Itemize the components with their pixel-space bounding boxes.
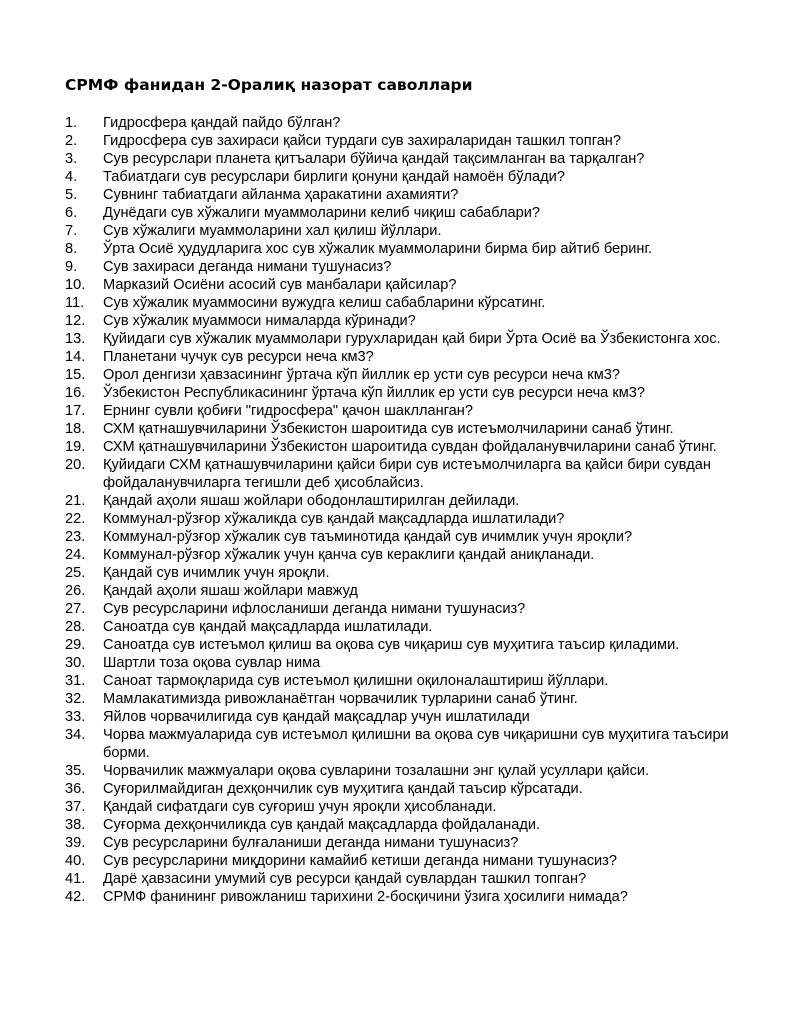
question-item xyxy=(65,690,755,708)
question-number: 32. xyxy=(65,691,86,707)
question-text: Марказий Осиёни асосий сув манбалари қайсилар? xyxy=(103,277,457,293)
question-text: Коммунал-рўзғор хўжалик учун қанча сув кераклиги қандай аниқланади. xyxy=(103,547,595,563)
question-text: Саноатда сув истеъмол қилиш ва оқова сув чиқариш сув муҳитига таъсир қиладими. xyxy=(103,637,680,653)
question-item xyxy=(65,258,755,276)
question-number: 3. xyxy=(65,151,78,167)
question-text: Қуйидаги сув хўжалик муаммолари гурухларидан қай бири Ўрта Осиё ва Ўзбекистонга хос. xyxy=(103,331,721,347)
question-item xyxy=(65,492,755,510)
question-item xyxy=(65,420,755,438)
question-item xyxy=(65,276,755,294)
question-text: Мамлакатимизда ривожланаётган чорвачилик турларини санаб ўтинг. xyxy=(103,691,578,707)
question-text: Табиатдаги сув ресурслари бирлиги қонуни қандай намоён бўлади? xyxy=(103,169,565,185)
question-item xyxy=(65,438,755,456)
question-number: 16. xyxy=(65,385,86,401)
question-text: Сув ресурслари планета қитъалари бўйича қандай тақсимланган ва тарқалган? xyxy=(103,151,645,167)
question-number: 7. xyxy=(65,223,78,239)
question-text: Сув ресурсларини булғаланиши деганда нимани тушунасиз? xyxy=(103,835,519,851)
question-text: Сув хўжалиги муаммоларини хал қилиш йўллари. xyxy=(103,223,442,239)
question-text: Коммунал-рўзғор хўжаликда сув қандай мақсадларда ишлатилади? xyxy=(103,511,565,527)
question-item xyxy=(65,402,755,420)
question-text: Қандай аҳоли яшаш жойлари ободонлаштирилган дейилади. xyxy=(103,493,520,509)
question-list xyxy=(65,114,755,906)
question-number: 11. xyxy=(65,295,85,311)
question-number: 34. xyxy=(65,727,86,743)
question-number: 20. xyxy=(65,457,86,473)
page-title: СРМФ фанидан 2-Оралиқ назорат саволлари xyxy=(65,76,473,94)
question-item xyxy=(65,294,755,312)
question-number: 35. xyxy=(65,763,86,779)
question-item xyxy=(65,222,755,240)
question-item xyxy=(65,384,755,402)
question-text: Қандай сифатдаги сув суғориш учун яроқли ҳисобланади. xyxy=(103,799,497,815)
question-text: Яйлов чорвачилигида сув қандай мақсадлар учун ишлатилади xyxy=(103,709,530,725)
question-text: Қандай аҳоли яшаш жойлари мавжуд xyxy=(103,583,358,599)
question-text: Сув ресурсларини ифлосланиши деганда нимани тушунасиз? xyxy=(103,601,526,617)
question-item xyxy=(65,672,755,690)
question-number: 38. xyxy=(65,817,86,833)
question-text: Планетани чучук сув ресурси неча км3? xyxy=(103,349,374,365)
question-text: СРМФ фанининг ривожланиш тарихини 2-босқичини ўзига ҳосилиги нимада? xyxy=(103,889,628,905)
question-item xyxy=(65,852,755,870)
question-text: Сув захираси деганда нимани тушунасиз? xyxy=(103,259,392,275)
question-item xyxy=(65,546,755,564)
question-text: Гидросфера сув захираси қайси турдаги сув захираларидан ташкил топган? xyxy=(103,133,621,149)
question-number: 1. xyxy=(65,115,78,131)
question-item xyxy=(65,114,755,132)
question-number: 42. xyxy=(65,889,86,905)
question-number: 40. xyxy=(65,853,86,869)
question-item xyxy=(65,816,755,834)
question-number: 37. xyxy=(65,799,86,815)
question-text: Коммунал-рўзғор хўжалик сув таъминотида қандай сув ичимлик учун яроқли? xyxy=(103,529,633,545)
question-number: 13. xyxy=(65,331,86,347)
question-item xyxy=(65,762,755,780)
question-text: Суғорилмайдиган дехқончилик сув муҳитига қандай таъсир кўрсатади. xyxy=(103,781,583,797)
question-number: 6. xyxy=(65,205,78,221)
question-text: Сув хўжалик муаммосини вужудга келиш сабабларини кўрсатинг. xyxy=(103,295,546,311)
question-text: Сув хўжалик муаммоси нималарда кўринади? xyxy=(103,313,416,329)
question-number: 18. xyxy=(65,421,86,437)
question-item xyxy=(65,780,755,798)
question-number: 10. xyxy=(65,277,86,293)
question-item xyxy=(65,618,755,636)
question-item xyxy=(65,330,755,348)
question-item xyxy=(65,204,755,222)
question-number: 21. xyxy=(65,493,86,509)
question-item xyxy=(65,654,755,672)
question-number: 26. xyxy=(65,583,86,599)
question-item xyxy=(65,312,755,330)
question-item xyxy=(65,636,755,654)
question-number: 39. xyxy=(65,835,86,851)
question-item xyxy=(65,132,755,150)
question-text: Саноат тармоқларида сув истеъмол қилишни оқилоналаштириш йўллари. xyxy=(103,673,609,689)
question-number: 5. xyxy=(65,187,78,203)
question-text: Сув ресурсларини миқдорини камайиб кетиши деганда нимани тушунасиз? xyxy=(103,853,617,869)
question-text: Ўзбекистон Республикасининг ўртача кўп йиллик ер усти сув ресурси неча км3? xyxy=(103,385,646,401)
question-number: 24. xyxy=(65,547,86,563)
question-number: 12. xyxy=(65,313,86,329)
question-number: 30. xyxy=(65,655,86,671)
question-text: СХМ қатнашувчиларини Ўзбекистон шароитида сувдан фойдаланувчиларини санаб ўтинг. xyxy=(103,439,717,455)
question-number: 25. xyxy=(65,565,86,581)
question-item xyxy=(65,186,755,204)
question-text: Саноатда сув қандай мақсадларда ишлатилади. xyxy=(103,619,433,635)
question-number: 41. xyxy=(65,871,86,887)
question-text: Ўрта Осиё ҳудудларига хос сув хўжалик муаммоларини бирма бир айтиб беринг. xyxy=(103,241,653,257)
question-text: Қандай сув ичимлик учун яроқли. xyxy=(103,565,330,581)
question-item xyxy=(65,870,755,888)
question-item xyxy=(65,798,755,816)
question-text: Сувнинг табиатдаги айланма ҳаракатини ахамияти? xyxy=(103,187,459,203)
question-text: Гидросфера қандай пайдо бўлган? xyxy=(103,115,341,131)
question-item xyxy=(65,168,755,186)
question-number: 15. xyxy=(65,367,86,383)
question-item xyxy=(65,456,755,492)
question-number: 14. xyxy=(65,349,86,365)
question-number: 2. xyxy=(65,133,78,149)
question-number: 27. xyxy=(65,601,86,617)
question-item xyxy=(65,582,755,600)
question-text: Шартли тоза оқова сувлар нима xyxy=(103,655,321,671)
question-number: 19. xyxy=(65,439,86,455)
question-number: 4. xyxy=(65,169,78,185)
question-text: Суғорма дехқончиликда сув қандай мақсадларда фойдаланади. xyxy=(103,817,541,833)
question-item xyxy=(65,528,755,546)
question-number: 29. xyxy=(65,637,86,653)
question-number: 33. xyxy=(65,709,86,725)
question-number: 8. xyxy=(65,241,78,257)
question-number: 9. xyxy=(65,259,78,275)
question-item xyxy=(65,150,755,168)
question-item xyxy=(65,240,755,258)
question-text: Дунёдаги сув хўжалиги муаммоларини келиб чиқиш сабаблари? xyxy=(103,205,540,221)
question-item xyxy=(65,510,755,528)
question-text: Чорвачилик мажмуалари оқова сувларини тозалашни энг қулай усуллари қайси. xyxy=(103,763,650,779)
question-number: 28. xyxy=(65,619,86,635)
question-number: 22. xyxy=(65,511,86,527)
question-item xyxy=(65,726,755,762)
question-item xyxy=(65,366,755,384)
question-item xyxy=(65,600,755,618)
question-item xyxy=(65,708,755,726)
question-item xyxy=(65,834,755,852)
question-number: 36. xyxy=(65,781,86,797)
question-text: СХМ қатнашувчиларини Ўзбекистон шароитида сув истеъмолчиларини санаб ўтинг. xyxy=(103,421,674,437)
question-text: Чорва мажмуаларида сув истеъмол қилишни ва оқова сув чиқаришни сув муҳитига таъсири борми. xyxy=(103,727,729,761)
question-item xyxy=(65,564,755,582)
question-text: Орол денгизи ҳавзасининг ўртача кўп йиллик ер усти сув ресурси неча км3? xyxy=(103,367,620,383)
question-item xyxy=(65,888,755,906)
question-number: 31. xyxy=(65,673,86,689)
question-text: Дарё ҳавзасини умумий сув ресурси қандай сувлардан ташкил топган? xyxy=(103,871,587,887)
question-number: 17. xyxy=(65,403,86,419)
question-text: Ернинг сувли қобиғи "гидросфера" қачон шаклланган? xyxy=(103,403,473,419)
question-text: Қуйидаги СХМ қатнашувчиларини қайси бири сув истеъмолчиларга ва қайси бири сувдан фойдаланувчиларга тегишли деб ҳисоблайсиз. xyxy=(103,457,711,491)
question-item xyxy=(65,348,755,366)
question-number: 23. xyxy=(65,529,86,545)
